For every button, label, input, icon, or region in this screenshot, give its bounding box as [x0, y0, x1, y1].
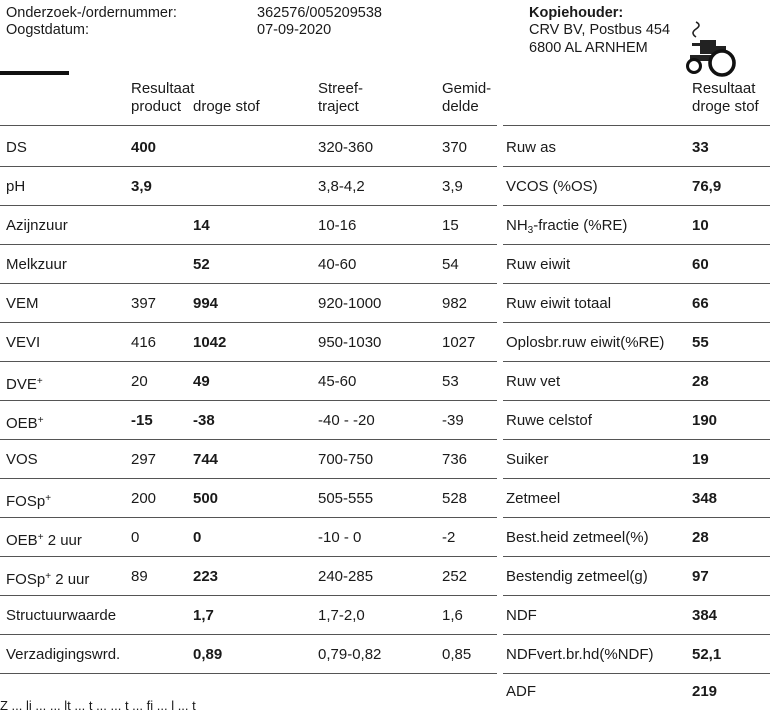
nh3-pre: NH	[506, 217, 528, 234]
header-rule-right	[503, 125, 770, 126]
row-rule-left	[0, 244, 497, 245]
right-row-value: 384	[692, 607, 718, 624]
order-number-value: 362576/005209538	[257, 5, 382, 21]
row-dry-matter: 1042	[193, 334, 227, 351]
row-label-text: DVE	[6, 376, 37, 393]
row-average: 1027	[442, 334, 476, 351]
table-row	[0, 518, 770, 557]
right-row-label: Best.heid zetmeel(%)	[506, 529, 649, 546]
row-label: pH	[6, 178, 26, 195]
row-label	[6, 374, 43, 393]
row-label-sup: +	[36, 376, 43, 387]
row-target: 505-555	[318, 490, 374, 507]
row-dry-matter: 994	[193, 295, 219, 312]
row-rule-right	[503, 556, 770, 557]
row-target: 45-60	[318, 373, 357, 390]
adf-label: ADF	[506, 683, 536, 700]
header-rule-left	[0, 125, 497, 126]
row-label-sup: +	[45, 493, 52, 504]
row-dry-matter: 744	[193, 451, 219, 468]
row-dry-matter: 1,7	[193, 607, 214, 624]
row-rule-left	[0, 478, 497, 479]
nh3-post: -fractie (%RE)	[533, 217, 628, 234]
table-row	[0, 440, 770, 479]
tractor-icon	[678, 20, 742, 78]
row-dry-matter: 0,89	[193, 646, 223, 663]
right-row-label: VCOS (%OS)	[506, 178, 598, 195]
table-row	[0, 128, 770, 167]
row-average: 252	[442, 568, 468, 585]
copy-holder-title: Kopiehouder:	[529, 5, 624, 21]
row-target: -10 - 0	[318, 529, 362, 546]
row-average: 736	[442, 451, 468, 468]
row-rule-right	[503, 517, 770, 518]
row-dry-matter: 0	[193, 529, 202, 546]
row-label: VEVI	[6, 334, 41, 351]
row-rule-right	[503, 283, 770, 284]
row-label-text: FOSp	[6, 571, 46, 588]
right-row-label: Suiker	[506, 451, 549, 468]
col-head-right-dry-matter: droge stof	[692, 98, 759, 115]
table-row	[0, 362, 770, 401]
row-average: 53	[442, 373, 459, 390]
right-row-value: 66	[692, 295, 709, 312]
row-average: -39	[442, 412, 464, 429]
col-head-right-result: Resultaat	[692, 80, 756, 97]
row-product: 400	[131, 139, 157, 156]
row-target: 700-750	[318, 451, 374, 468]
right-row-value: 28	[692, 529, 709, 546]
row-label: Azijnzuur	[6, 217, 68, 234]
row-target: 10-16	[318, 217, 357, 234]
row-average: 3,9	[442, 178, 463, 195]
row-label	[6, 569, 89, 588]
right-row-label: NDF	[506, 607, 537, 624]
right-row-label: Ruw eiwit	[506, 256, 571, 273]
row-label	[6, 491, 51, 510]
row-product: 0	[131, 529, 140, 546]
table-row	[0, 323, 770, 362]
right-row-label-nh3	[506, 218, 627, 239]
row-dry-matter: 52	[193, 256, 210, 273]
right-row-value: 97	[692, 568, 709, 585]
right-row-value: 76,9	[692, 178, 722, 195]
table-row	[0, 167, 770, 206]
table-row	[0, 479, 770, 518]
row-rule-left	[0, 634, 497, 635]
right-row-value: 28	[692, 373, 709, 390]
row-rule-left	[0, 205, 497, 206]
row-product: -15	[131, 412, 153, 429]
right-row-label: Ruw as	[506, 139, 557, 156]
row-label-text: OEB	[6, 415, 38, 432]
right-row-value: 190	[692, 412, 718, 429]
row-rule-right	[503, 439, 770, 440]
row-target: 950-1030	[318, 334, 382, 351]
copy-holder-line1: CRV BV, Postbus 454	[529, 22, 671, 38]
row-average: 15	[442, 217, 459, 234]
right-row-value: 10	[692, 217, 709, 234]
right-row-value: 55	[692, 334, 709, 351]
adf-value: 219	[692, 683, 718, 700]
row-target: 240-285	[318, 568, 374, 585]
order-number-label: Onderzoek-/ordernummer:	[6, 5, 177, 21]
harvest-date-label: Oogstdatum:	[6, 22, 90, 38]
col-head-target-1: Streef-	[318, 80, 364, 97]
table-row	[0, 245, 770, 284]
row-product: 89	[131, 568, 148, 585]
col-head-dry-matter: droge stof	[193, 98, 260, 115]
row-label-text: OEB	[6, 532, 38, 549]
copy-holder-line2: 6800 AL ARNHEM	[529, 40, 648, 56]
nh3-sub: 3	[527, 225, 534, 236]
row-rule-right	[503, 322, 770, 323]
row-dry-matter: 223	[193, 568, 219, 585]
row-average: 1,6	[442, 607, 463, 624]
col-head-product: product	[131, 98, 182, 115]
table-row	[0, 206, 770, 245]
row-label: Structuurwaarde	[6, 607, 117, 624]
row-dry-matter: 500	[193, 490, 219, 507]
row-rule-left	[0, 556, 497, 557]
row-label: VEM	[6, 295, 39, 312]
row-target: 0,79-0,82	[318, 646, 382, 663]
row-label: Melkzuur	[6, 256, 67, 273]
row-label-sup: +	[37, 415, 44, 426]
row-label-sup: +	[45, 571, 52, 582]
header-divider	[0, 71, 69, 75]
table-row	[0, 557, 770, 596]
table-row	[0, 596, 770, 635]
row-product: 200	[131, 490, 157, 507]
row-target: -40 - -20	[318, 412, 375, 429]
row-product: 3,9	[131, 178, 152, 195]
right-row-label: Oplosbr.ruw eiwit(%RE)	[506, 334, 665, 351]
col-head-result: Resultaat	[131, 80, 195, 97]
row-rule-right	[503, 244, 770, 245]
harvest-date-value: 07-09-2020	[257, 22, 332, 38]
row-label-sup: +	[37, 532, 44, 543]
right-row-value: 19	[692, 451, 709, 468]
row-label	[6, 413, 44, 432]
right-row-value: 52,1	[692, 646, 722, 663]
footer-cutoff-text: Z ... li ... ... lt ... t ... ... t ... fi ... l ... t	[0, 698, 196, 713]
row-average: 982	[442, 295, 468, 312]
right-row-label: NDFvert.br.hd(%NDF)	[506, 646, 654, 663]
row-rule-right	[503, 478, 770, 479]
row-product: 297	[131, 451, 157, 468]
col-head-target-2: traject	[318, 98, 359, 115]
right-row-label: Ruw eiwit totaal	[506, 295, 612, 312]
row-rule-right	[503, 400, 770, 401]
row-rule-right	[503, 595, 770, 596]
col-head-average-1: Gemid-	[442, 80, 492, 97]
row-target: 320-360	[318, 139, 374, 156]
row-rule-left	[0, 166, 497, 167]
table-row	[0, 401, 770, 440]
row-product: 416	[131, 334, 157, 351]
row-label: Verzadigingswrd.	[6, 646, 121, 663]
row-rule-right	[503, 205, 770, 206]
row-label-suffix: 2 uur	[51, 571, 90, 588]
right-row-value: 33	[692, 139, 709, 156]
row-average: 528	[442, 490, 468, 507]
row-rule-right	[503, 166, 770, 167]
table-row	[0, 284, 770, 323]
row-label	[6, 530, 82, 549]
right-row-value: 60	[692, 256, 709, 273]
row-target: 1,7-2,0	[318, 607, 365, 624]
right-row-label: Ruw vet	[506, 373, 561, 390]
row-label: DS	[6, 139, 27, 156]
row-product: 20	[131, 373, 148, 390]
row-average: 0,85	[442, 646, 472, 663]
row-rule-right	[503, 673, 770, 674]
row-rule-left	[0, 439, 497, 440]
right-row-label: Bestendig zetmeel(g)	[506, 568, 648, 585]
row-rule-left	[0, 361, 497, 362]
row-average: -2	[442, 529, 456, 546]
row-rule-left	[0, 517, 497, 518]
row-target: 3,8-4,2	[318, 178, 365, 195]
row-label: VOS	[6, 451, 38, 468]
right-row-value: 348	[692, 490, 718, 507]
row-dry-matter: -38	[193, 412, 215, 429]
row-dry-matter: 49	[193, 373, 210, 390]
row-rule-left	[0, 283, 497, 284]
row-average: 370	[442, 139, 468, 156]
row-target: 920-1000	[318, 295, 382, 312]
row-rule-right	[503, 634, 770, 635]
row-rule-left	[0, 400, 497, 401]
row-rule-left	[0, 322, 497, 323]
row-rule-left	[0, 673, 497, 674]
right-row-label: Ruwe celstof	[506, 412, 592, 429]
row-average: 54	[442, 256, 459, 273]
row-label-text: FOSp	[6, 493, 46, 510]
row-target: 40-60	[318, 256, 357, 273]
row-dry-matter: 14	[193, 217, 210, 234]
right-row-label: Zetmeel	[506, 490, 561, 507]
table-row	[0, 635, 770, 674]
row-rule-left	[0, 595, 497, 596]
row-product: 397	[131, 295, 157, 312]
row-rule-right	[503, 361, 770, 362]
row-label-suffix: 2 uur	[43, 532, 82, 549]
col-head-average-2: delde	[442, 98, 479, 115]
